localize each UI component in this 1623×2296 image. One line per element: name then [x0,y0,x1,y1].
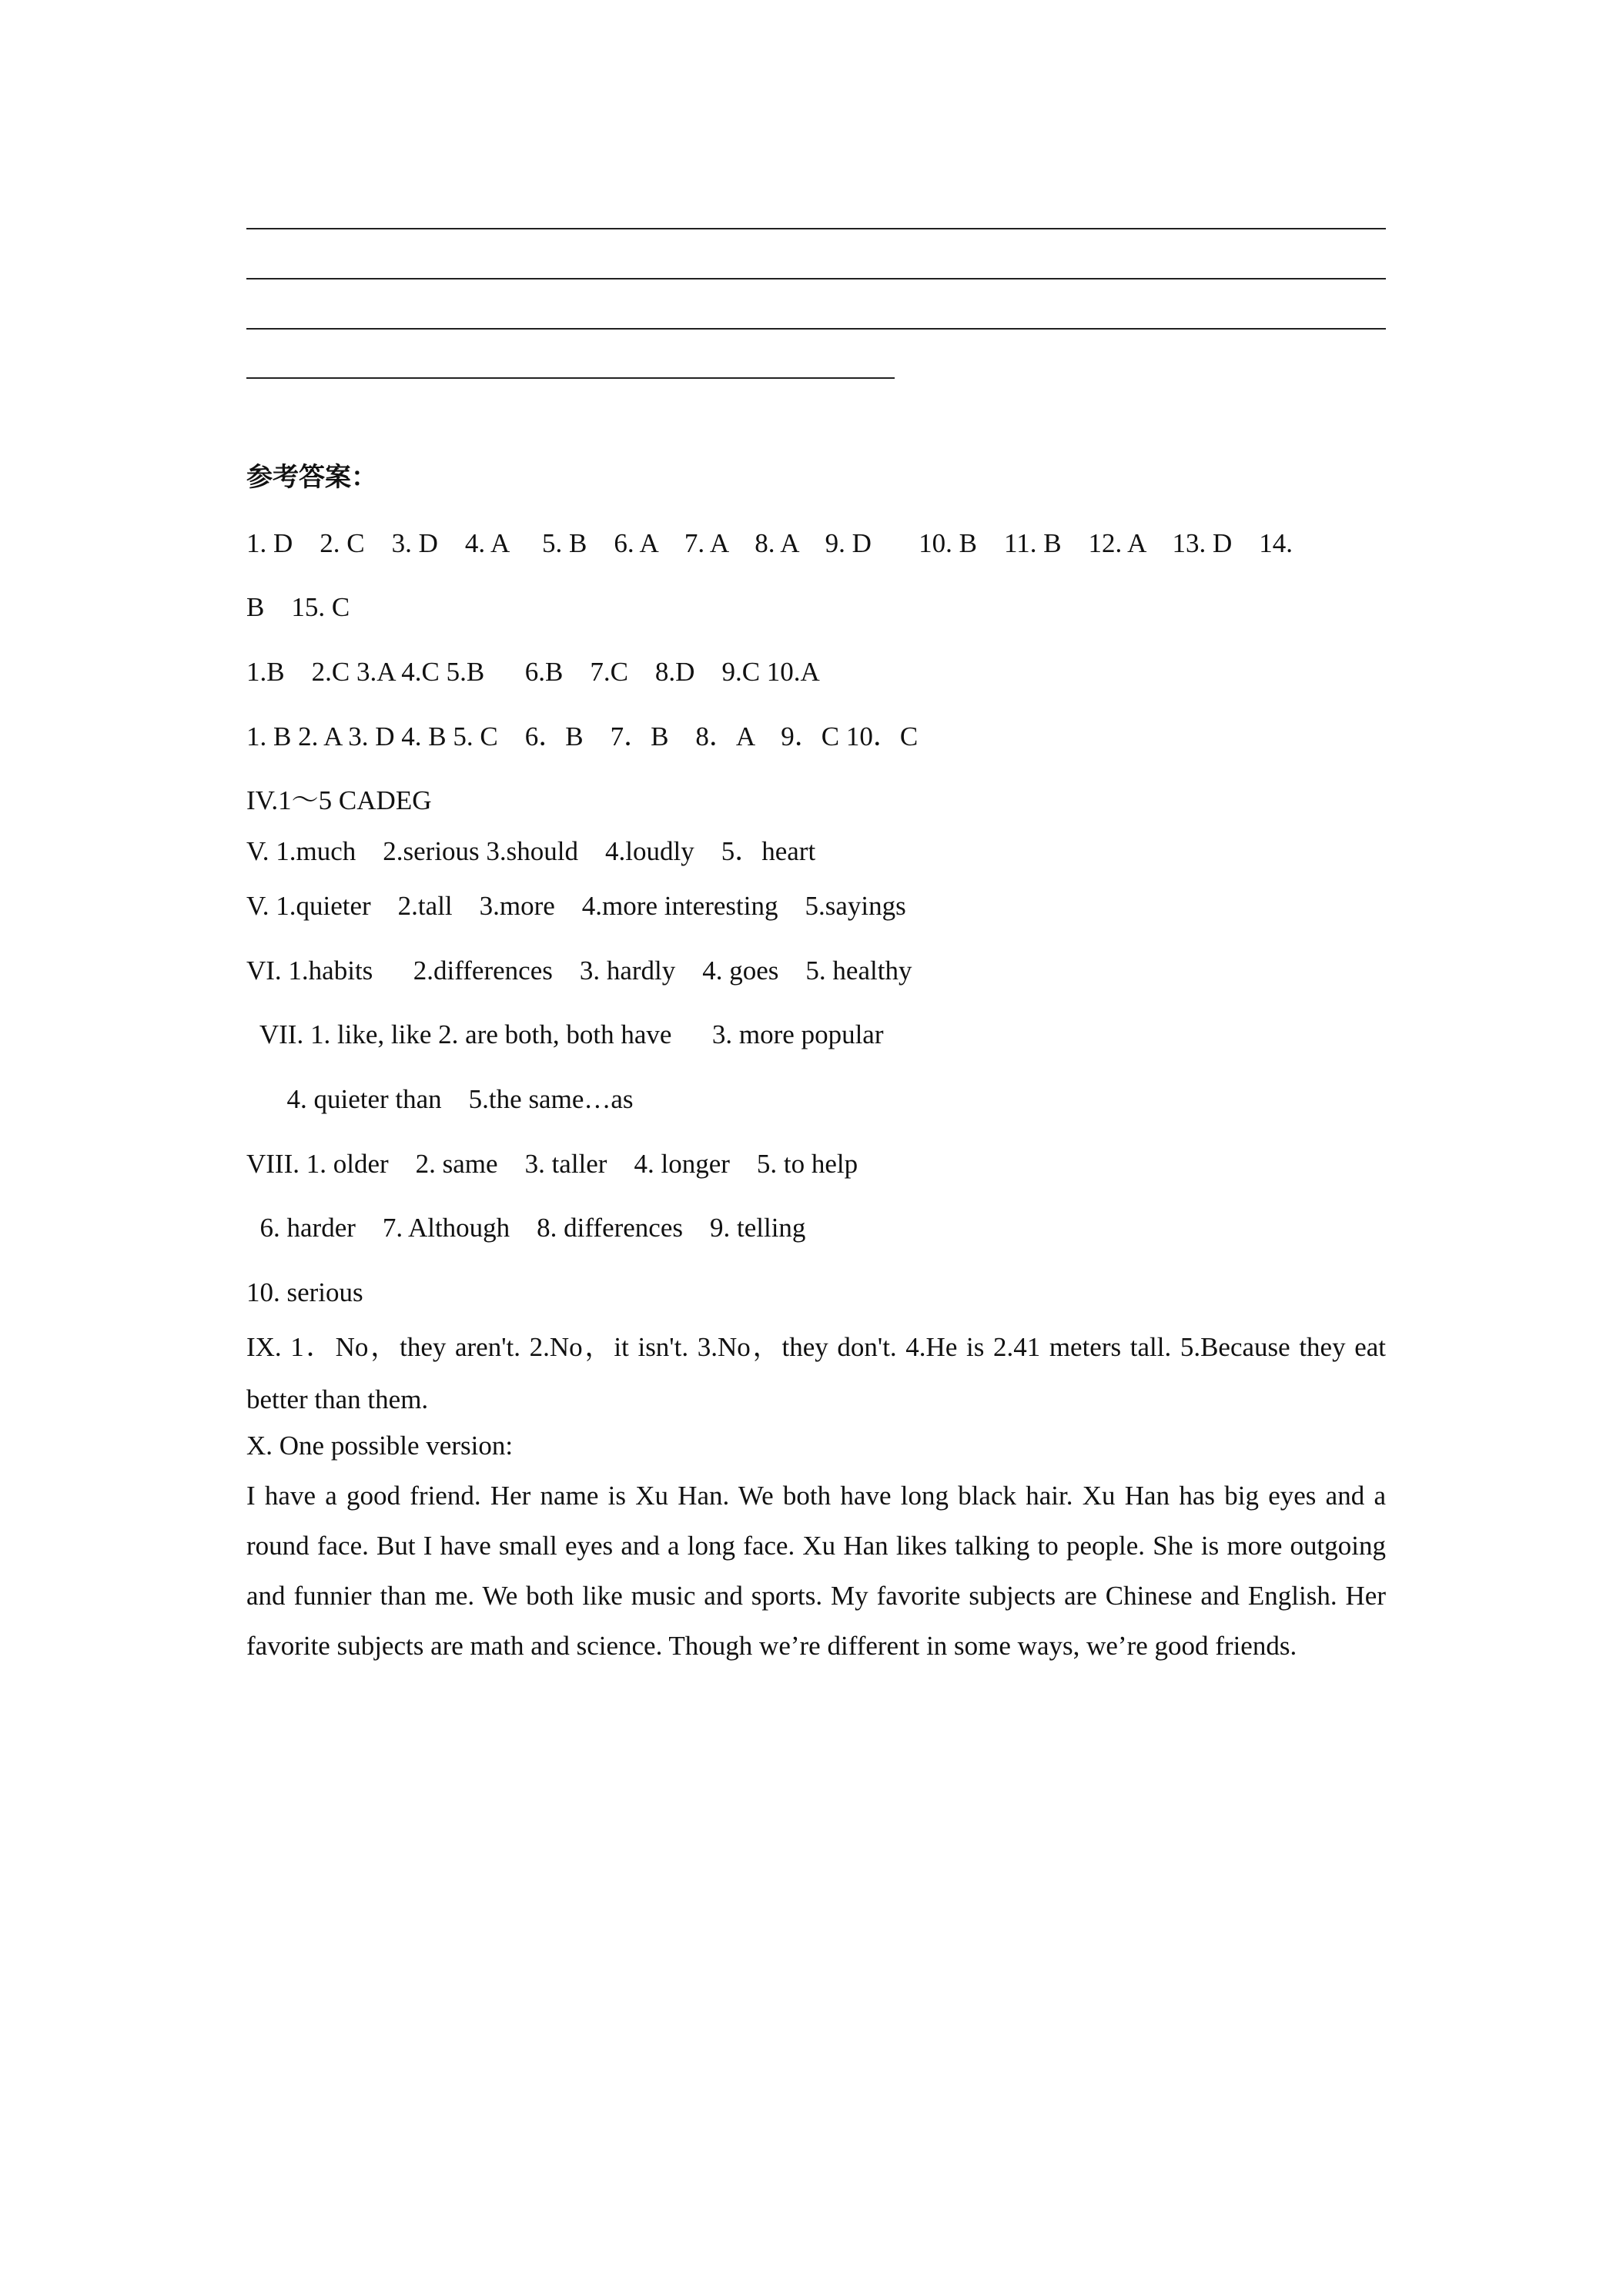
answer-line-8: VII. 1. like, like 2. are both, both have 3. more popular [246,1019,884,1049]
answer-section-ix: IX. 1．No，they aren't. 2.No，it isn't. 3.No，they don't. 4.He is 2.41 meters tall. 5.Because they eat better than them. [246,1332,1386,1414]
answer-line-1a: 1. D 2. C 3. D 4. A 5. B 6. A 7. A 8. A 9. D 10. B 11. B 12. A 13. D 14. [246,528,1293,558]
answer-line-5: V. 1.much 2.serious 3.should 4.loudly 5．heart [246,836,816,866]
answer-line-9: 4. quieter than 5.the same…as [246,1084,634,1114]
answer-line-11: 6. harder 7. Although 8. differences 9. telling [246,1213,806,1243]
sample-essay: I have a good friend. Her name is Xu Han. We both have long black hair. Xu Han has big eyes and a round face. But I have small eyes and a long face. Xu Han likes talking to people. She is more outgoing and funnier than me. We both like music and sports. My favorite subjects are Chinese and English. Her favorite subjects are math and science. Though we’re different in some ways, we’re good friends. [246,1481,1386,1661]
answer-line-3: 1. B 2. A 3. D 4. B 5. C 6．B 7．B 8．A 9．C 10．C [246,721,919,751]
blank-answer-line [246,228,1386,229]
blank-answer-line [246,278,1386,279]
answer-heading: 参考答案： [246,462,377,493]
answer-line-10: VIII. 1. older 2. same 3. taller 4. longer 5. to help [246,1149,858,1179]
blank-answer-line [246,328,1386,330]
answer-line-12: 10. serious [246,1277,363,1307]
blank-answer-line-short [246,377,895,379]
answer-line-4: IV.1～5 CADEG [246,785,432,815]
answer-line-7: VI. 1.habits 2.differences 3. hardly 4. goes 5. healthy [246,956,912,986]
answer-section-x-label: X. One possible version: [246,1431,514,1461]
answer-line-2: 1.B 2.C 3.A 4.C 5.B 6.B 7.C 8.D 9.C 10.A [246,657,820,687]
answer-line-1b: B 15. C [246,592,350,622]
answer-line-6: V. 1.quieter 2.tall 3.more 4.more interesting 5.sayings [246,891,906,921]
